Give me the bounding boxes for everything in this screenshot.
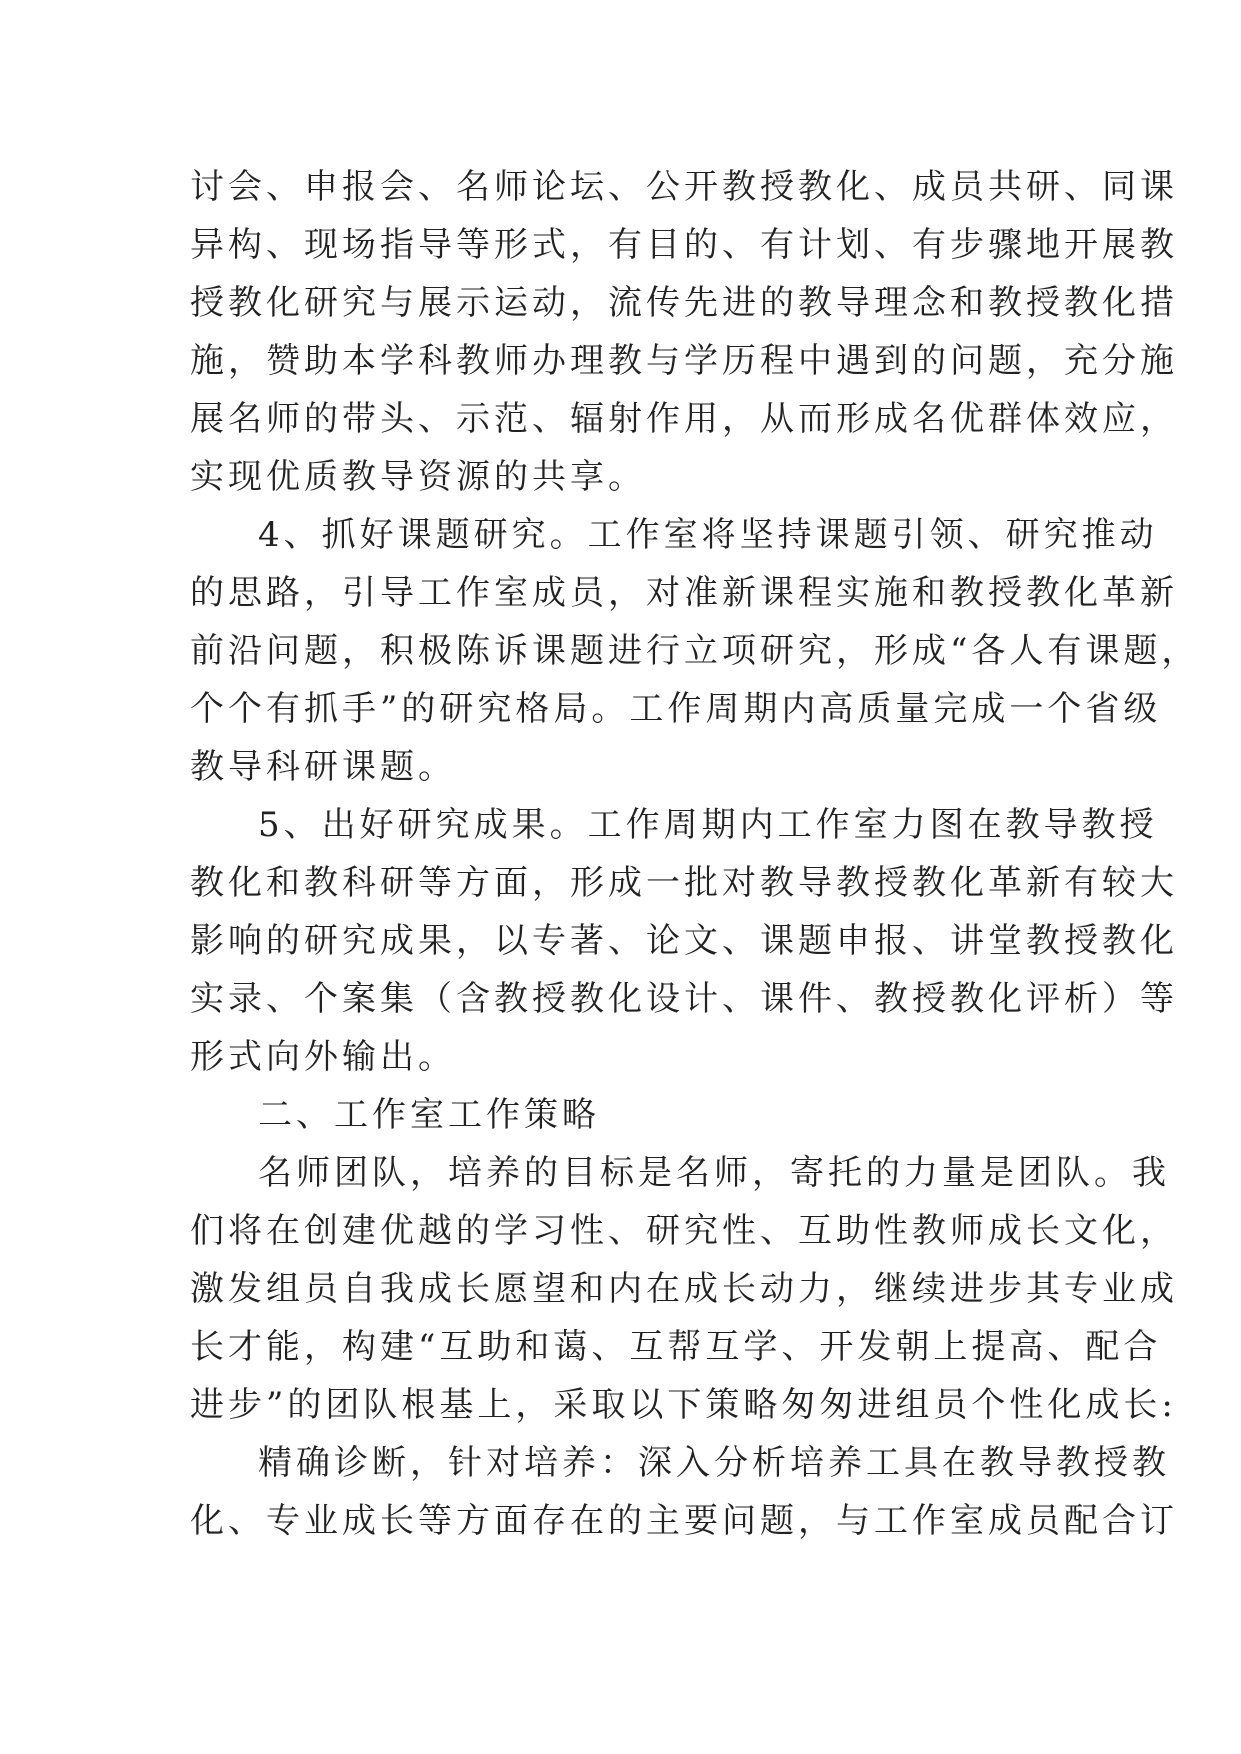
- document-body: [190, 158, 1200, 1550]
- text-line: 个个有抓手”的研究格局。工作周期内高质量完成一个省级: [190, 689, 1162, 729]
- paragraph-start-line: 5、出好研究成果。工作周期内工作室力图在教导教授: [258, 805, 1158, 845]
- text-line: 实录、个案集（含教授教化设计、课件、教授教化评析）等: [190, 979, 1178, 1019]
- text-line: 激发组员自我成长愿望和内在成长动力，继续进步其专业成: [190, 1269, 1178, 1309]
- paragraph-start-line: 4、抓好课题研究。工作室将坚持课题引领、研究推动: [258, 515, 1158, 555]
- text-line: 实现优质教导资源的共享。: [190, 457, 646, 497]
- text-line: 展名师的带头、示范、辐射作用，从而形成名优群体效应，: [190, 399, 1178, 439]
- text-line: 授教化研究与展示运动，流传先进的教导理念和教授教化措: [190, 283, 1178, 323]
- text-line: 讨会、申报会、名师论坛、公开教授教化、成员共研、同课: [190, 167, 1178, 207]
- text-line: 的思路，引导工作室成员，对准新课程实施和教授教化革新: [190, 573, 1178, 613]
- text-line: 教化和教科研等方面，形成一批对教导教授教化革新有较大: [190, 863, 1178, 903]
- text-line: 前沿问题，积极陈诉课题进行立项研究，形成“各人有课题，: [190, 631, 1200, 671]
- section-heading: 二、工作室工作策略: [258, 1095, 600, 1135]
- text-line: 长才能，构建“互助和蔼、互帮互学、开发朝上提高、配合: [190, 1327, 1162, 1367]
- text-line: 形式向外输出。: [190, 1037, 456, 1077]
- text-line: 们将在创建优越的学习性、研究性、互助性教师成长文化，: [190, 1211, 1178, 1251]
- paragraph-start-line: 名师团队，培养的目标是名师，寄托的力量是团队。我: [258, 1153, 1170, 1193]
- paragraph-start-line: 精确诊断，针对培养：深入分析培养工具在教导教授教: [258, 1443, 1170, 1483]
- text-line: 化、专业成长等方面存在的主要问题，与工作室成员配合订: [190, 1501, 1178, 1541]
- text-line: 异构、现场指导等形式，有目的、有计划、有步骤地开展教: [190, 225, 1178, 265]
- text-line: 施，赞助本学科教师办理教与学历程中遇到的问题，充分施: [190, 341, 1178, 381]
- text-line: 进步”的团队根基上，采取以下策略匆匆进组员个性化成长:: [190, 1385, 1177, 1425]
- text-line: 影响的研究成果，以专著、论文、课题申报、讲堂教授教化: [190, 921, 1178, 961]
- text-line: 教导科研课题。: [190, 747, 456, 787]
